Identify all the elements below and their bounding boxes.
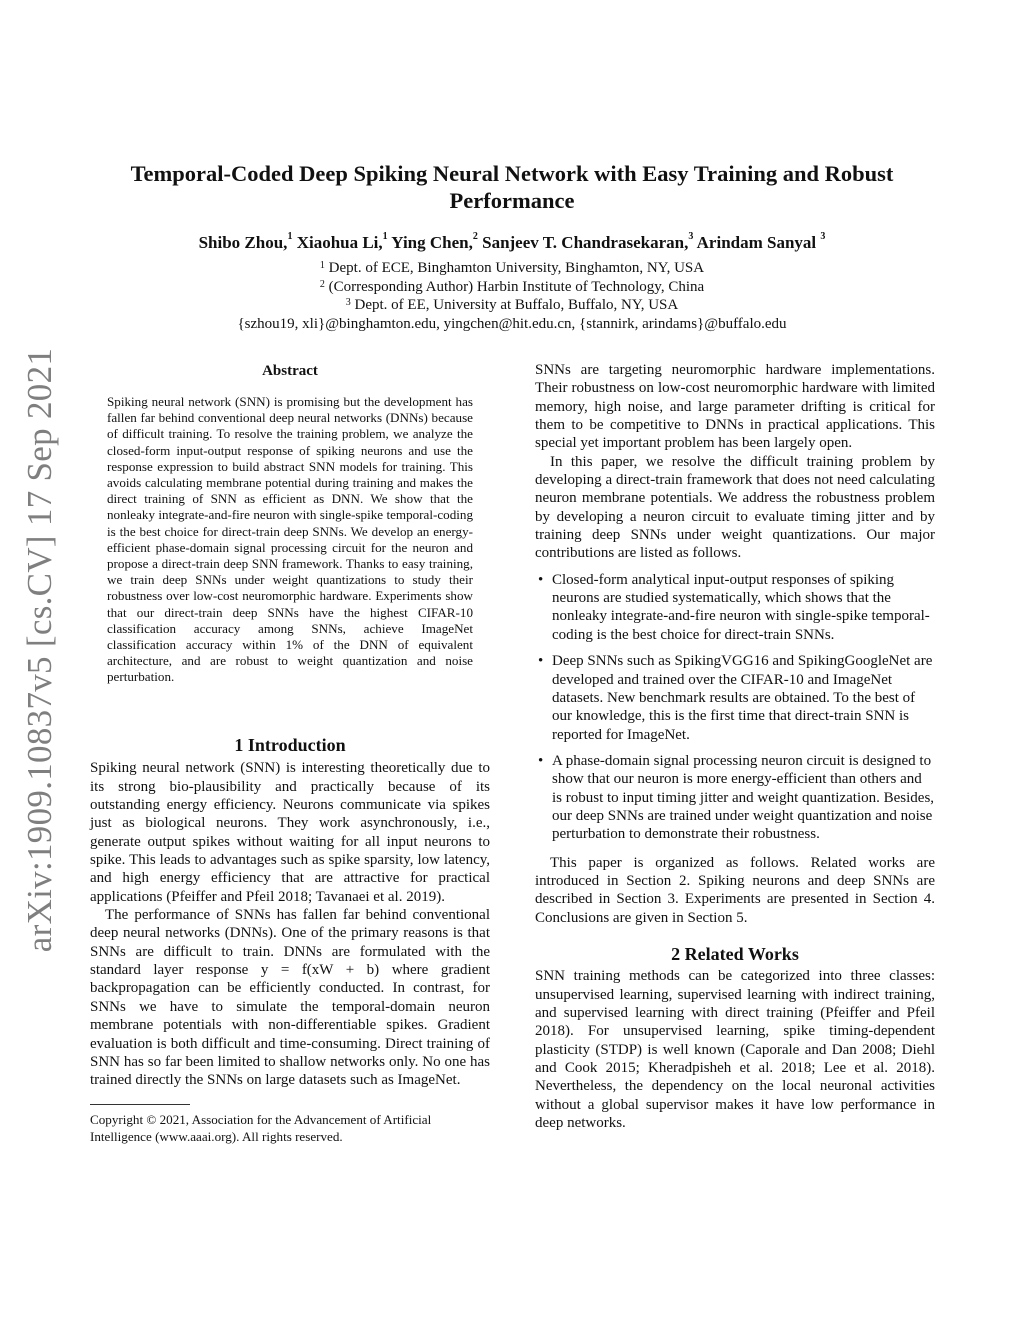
- author: Arindam Sanyal $^3$: [696, 231, 826, 252]
- paragraph: SNN training methods can be categorized into three classes: unsupervised learning, supervised learning with indirect training, and supervised learning with direct training (Pfeiffer and Pfeil 2018). For unsupervised learning, spike timing-dependent plasticity (STDP) is well known (Caporale and Dan 2008; Diehl and Cook 2015; Kheradpisheh et al. 2018; Lee et al. 2018). Nevertheless, the dependency on the local neuronal activities without a global supervisor makes it have low performance in deep networks.: [535, 968, 935, 1132]
- list-item: • A phase-domain signal processing neuron circuit is designed to show that our neuron is more energy-efficient than others and is robust to input timing jitter and weight quantization. Besides, our deep SNNs are trained under weight quantization and noise perturbation to demonstrate their robustness.: [552, 752, 935, 844]
- paragraph: Spiking neural network (SNN) is interesting theoretically due to its strong bio-plausibility and practically because of its outstanding energy efficiency. Neurons communicate via spikes just as biological neurons. They work asynchronously, i.e., generate output spikes without waiting for all input neurons to spike. This leads to advantages such as spike sparsity, low latency, and high energy efficiency that are attractive for practical applications (Pfeiffer and Pfeil 2018; Tavanaei et al. 2019).: [90, 760, 490, 905]
- footnote-divider: [90, 1104, 190, 1105]
- abstract-text: Spiking neural network (SNN) is promising but the development has fallen far behind conventional deep neural networks (DNNs) because of difficult training. To resolve the training problem, we analyze the closed-form input-output response of spiking neurons and use the response expression to build abstract SNN models for training. This avoids calculating membrane potential during training and makes the direct training of SNN as efficient as DNN. We show that the nonleaky integrate-and-fire neuron with single-spike temporal-coding is the best choice for direct-train deep SNNs. We develop an energy-efficient phase-domain signal processing circuit for the neuron and propose a direct-train deep SNN framework. Thanks to easy training, we train deep SNNs under weight quantizations to study their robustness over low-cost neuromorphic hardware. Experiments show that our direct-train deep SNNs have the highest CIFAR-10 classification accuracy among SNNs, achieve ImageNet classification accuracy within 1% of the DNN of equivalent architecture, and are robust to weight quantization and noise perturbation.: [107, 394, 473, 685]
- right-column: [535, 361, 935, 1132]
- author: Sanjeev T. Chandrasekaran,$^3$: [482, 231, 694, 252]
- contributions-list: [535, 571, 935, 844]
- paragraph: In this paper, we resolve the difficult training problem by developing a direct-train framework that does not need calculating neuron membrane potentials. We address the robustness problem by developing a neuron circuit to evaluate timing jitter and by training deep SNNs under weight quantizations. Our major contributions are listed as follows.: [535, 453, 935, 562]
- paragraph: The performance of SNNs has fallen far behind conventional deep neural networks (DNNs). One of the primary reasons is that SNNs are difficult to train. DNNs are formulated with the standard layer response y = f(xW + b) where gradient backpropagation can be efficiently conducted. In contrast, for SNNs we have to simulate the temporal-domain neuron membrane potentials with non-differentiable spikes. Gradient evaluation is both difficult and time-consuming. Direct training of SNN has so far been limited to shallow networks only. No one has trained directly the SNNs on large datasets such as ImageNet.: [90, 907, 490, 1089]
- paragraph: SNNs are targeting neuromorphic hardware implementations. Their robustness on low-cost neuromorphic hardware with limited memory, high noise, and large parameter drifting is critical for them to be competitive to DNNs in practical applications. This special yet important problem has been largely open.: [535, 362, 935, 452]
- left-column: [90, 736, 490, 1145]
- affiliation: $^3$ Dept. of EE, University at Buffalo, Buffalo, NY, USA: [345, 297, 679, 313]
- affiliation: $^2$ (Corresponding Author) Harbin Institute of Technology, China: [319, 278, 705, 295]
- section-heading-related-works: 2 Related Works: [671, 943, 799, 964]
- section-heading-introduction: 1 Introduction: [234, 735, 346, 755]
- affiliations: [80, 259, 944, 333]
- paper-title: Temporal-Coded Deep Spiking Neural Network with Easy Training and Robust Performance: [130, 161, 894, 213]
- author: Ying Chen,$^2$: [391, 231, 478, 252]
- copyright-footnote: Copyright © 2021, Association for the Advancement of Artificial Intelligence (www.aaai.org). All rights reserved.: [90, 1111, 432, 1144]
- list-item: • Closed-form analytical input-output responses of spiking neurons are studied systematically, which shows that the nonleaky integrate-and-fire neuron with single-spike temporal-coding is the best choice for direct-train SNNs.: [552, 571, 935, 644]
- abstract-heading: Abstract: [262, 363, 318, 379]
- author-list: [80, 233, 944, 253]
- affiliation: $^1$ Dept. of ECE, Binghamton University, Binghamton, NY, USA: [319, 260, 705, 276]
- list-item: • Deep SNNs such as SpikingVGG16 and SpikingGoogleNet are developed and trained over the CIFAR-10 and ImageNet datasets. New benchmark results are obtained. To the best of our knowledge, this is the first time that direct-train SNN is reported for ImageNet.: [552, 652, 935, 744]
- arxiv-stamp: arXiv:1909.10837v5 [cs.CV] 17 Sep 2021: [20, 347, 59, 953]
- emails: {szhou19, xli}@binghamton.edu, yingchen@hit.edu.cn, {stannirk, arindams}@buffalo.edu: [237, 315, 787, 332]
- paragraph: This paper is organized as follows. Related works are introduced in Section 2. Spiking neurons and deep SNNs are described in Section 3. Experiments are presented in Section 4. Conclusions are given in Section 5.: [535, 854, 935, 926]
- author: Xiaohua Li,$^1$: [296, 231, 388, 252]
- author: Shibo Zhou,$^1$: [198, 231, 293, 252]
- abstract-body: [107, 394, 473, 686]
